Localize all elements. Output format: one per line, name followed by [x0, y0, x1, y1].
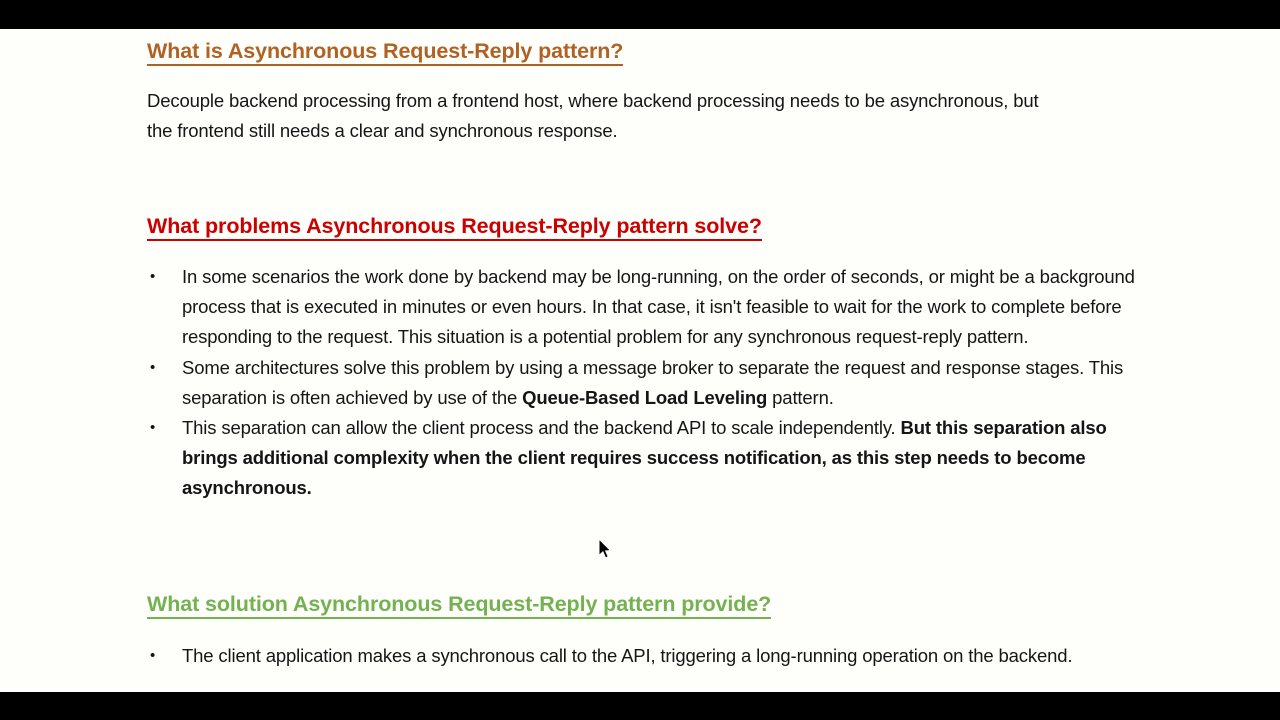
bullet-icon: •	[150, 358, 156, 376]
list-item-text-plain: The client application makes a synchronous call to the API, triggering a long-running operation on the backend.	[182, 645, 1073, 666]
list-item-text-plain: Some architectures solve this problem by using a message broker to separate the request and response stages. This separation is often achieved by use of the	[182, 356, 1124, 408]
bullet-icon: •	[150, 268, 156, 285]
problems-bullet-list	[147, 262, 1147, 504]
section-heading-what-solution	[147, 591, 771, 617]
section-heading-what-problems	[147, 213, 762, 239]
list-item	[147, 353, 1147, 413]
bullet-icon: •	[150, 419, 156, 437]
list-item-text-tail: pattern.	[767, 386, 834, 408]
section-paragraph-what-is: Decouple backend processing from a frontend host, where backend processing needs to be asynchronous, but the frontend still needs a clear and synchronous response.	[147, 90, 1039, 141]
section-heading-text: What solution Asynchronous Request-Reply pattern provide?	[147, 592, 771, 619]
bullet-icon: •	[150, 647, 156, 664]
list-item-text-bold: Queue-Based Load Leveling	[522, 386, 768, 408]
letterbox-bar-top	[0, 0, 1280, 29]
document-page	[0, 29, 1280, 692]
letterbox-bar-bottom	[0, 692, 1280, 720]
section-heading-text: What is Asynchronous Request-Reply pattern?	[147, 39, 623, 66]
list-item-text-plain: This separation can allow the client process and the backend API to scale independently.	[182, 417, 901, 439]
list-item	[147, 262, 1147, 353]
list-item-text-bold: But this separation also brings additional complexity when the client requires success notification, as this step needs to become asynchronous.	[182, 417, 1107, 499]
section-heading-what-is	[147, 38, 623, 64]
section-heading-text: What problems Asynchronous Request-Reply pattern solve?	[147, 214, 762, 241]
solution-bullet-list	[147, 641, 1147, 671]
list-item-text-plain: In some scenarios the work done by backend may be long-running, on the order of seconds, or might be a background process that is executed in minutes or even hours. In that case, it isn't feasible to wait for the work to complete before responding to the request. This situation is a potential problem for any synchronous request-reply pattern.	[182, 266, 1135, 348]
list-item	[147, 413, 1147, 504]
list-item	[147, 641, 1147, 671]
